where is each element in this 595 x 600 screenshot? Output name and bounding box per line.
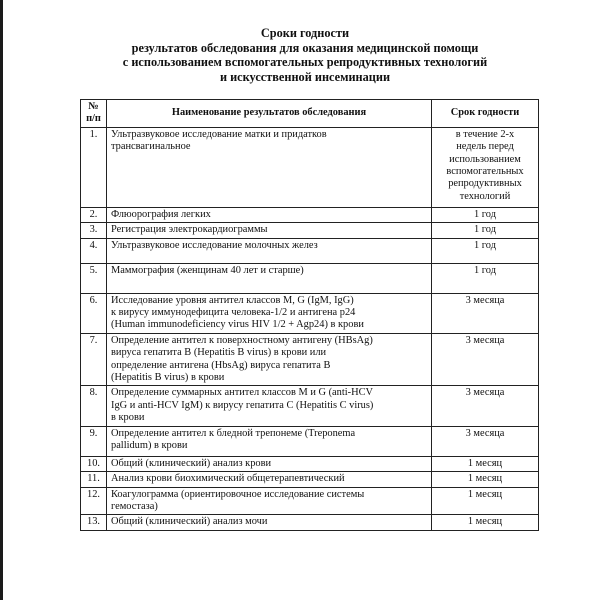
table-row	[81, 456, 539, 471]
row-term: 1 год	[432, 263, 539, 293]
row-name: Регистрация электрокардиограммы	[107, 223, 432, 238]
table-row	[81, 293, 539, 333]
row-number: 4.	[81, 238, 107, 263]
row-name: Определение антител к поверхностному антигену (HBsAg) вируса гепатита B (Hepatitis B virus) в крови или определение антигена (HbsAg) вируса гепатита B (Hepatitis B virus) в крови	[107, 333, 432, 386]
row-name: Общий (клинический) анализ мочи	[107, 515, 432, 530]
row-name: Анализ крови биохимический общетерапевтический	[107, 472, 432, 487]
row-name: Ультразвуковое исследование молочных желез	[107, 238, 432, 263]
title-line-4: и искусственной инсеминации	[219, 69, 391, 84]
table-row	[81, 426, 539, 456]
row-term: 3 месяца	[432, 333, 539, 386]
row-term: 1 месяц	[432, 487, 539, 515]
table-row	[81, 238, 539, 263]
row-name: Определение суммарных антител классов M и G (anti-HCV IgG и anti-HCV IgM) к вирусу гепатита C (Hepatitis C virus) в крови	[107, 386, 432, 426]
row-number: 6.	[81, 293, 107, 333]
table-row	[81, 472, 539, 487]
table-row	[81, 487, 539, 515]
row-term: 1 месяц	[432, 472, 539, 487]
row-number: 13.	[81, 515, 107, 530]
row-number: 11.	[81, 472, 107, 487]
row-term: 1 год	[432, 207, 539, 222]
row-term: 1 месяц	[432, 515, 539, 530]
table-row	[81, 223, 539, 238]
document-title	[70, 26, 540, 84]
row-term: 3 месяца	[432, 293, 539, 333]
row-number: 10.	[81, 456, 107, 471]
table-row	[81, 263, 539, 293]
header-number: № п/п	[81, 100, 107, 128]
title-line-3: с использованием вспомогательных репродуктивных технологий	[122, 55, 488, 70]
title-line-1: Сроки годности	[260, 26, 350, 40]
table-row	[81, 127, 539, 207]
table-row	[81, 515, 539, 530]
row-number: 5.	[81, 263, 107, 293]
row-number: 1.	[81, 127, 107, 207]
row-term: 1 год	[432, 238, 539, 263]
row-name: Маммография (женщинам 40 лет и старше)	[107, 263, 432, 293]
row-name: Исследование уровня антител классов M, G (IgM, IgG) к вирусу иммунодефицита человека-1/2 и антигена p24 (Human immunodeficiency virus HIV 1/2 + Agp24) в крови	[107, 293, 432, 333]
table-row	[81, 207, 539, 222]
title-line-2: результатов обследования для оказания медицинской помощи	[131, 40, 479, 55]
row-term: 3 месяца	[432, 386, 539, 426]
header-name: Наименование результатов обследования	[107, 100, 432, 128]
table-row	[81, 386, 539, 426]
row-term: 1 месяц	[432, 456, 539, 471]
row-name: Коагулограмма (ориентировочное исследование системы гемостаза)	[107, 487, 432, 515]
table-row	[81, 333, 539, 386]
row-name: Определение антител к бледной трепонеме (Treponema pallidum) в крови	[107, 426, 432, 456]
header-term: Срок годности	[432, 100, 539, 128]
row-term: 1 год	[432, 223, 539, 238]
row-number: 8.	[81, 386, 107, 426]
row-number: 2.	[81, 207, 107, 222]
row-name: Ультразвуковое исследование матки и придатков трансвагинальное	[107, 127, 432, 207]
row-number: 7.	[81, 333, 107, 386]
row-name: Общий (клинический) анализ крови	[107, 456, 432, 471]
row-term: в течение 2-х недель перед использованием вспомогательных репродуктивных технологий	[432, 127, 539, 207]
row-name: Флюорография легких	[107, 207, 432, 222]
results-table	[80, 99, 539, 531]
row-number: 12.	[81, 487, 107, 515]
table-header-row	[81, 100, 539, 128]
scan-edge-shadow	[0, 0, 3, 600]
row-term: 3 месяца	[432, 426, 539, 456]
row-number: 3.	[81, 223, 107, 238]
row-number: 9.	[81, 426, 107, 456]
